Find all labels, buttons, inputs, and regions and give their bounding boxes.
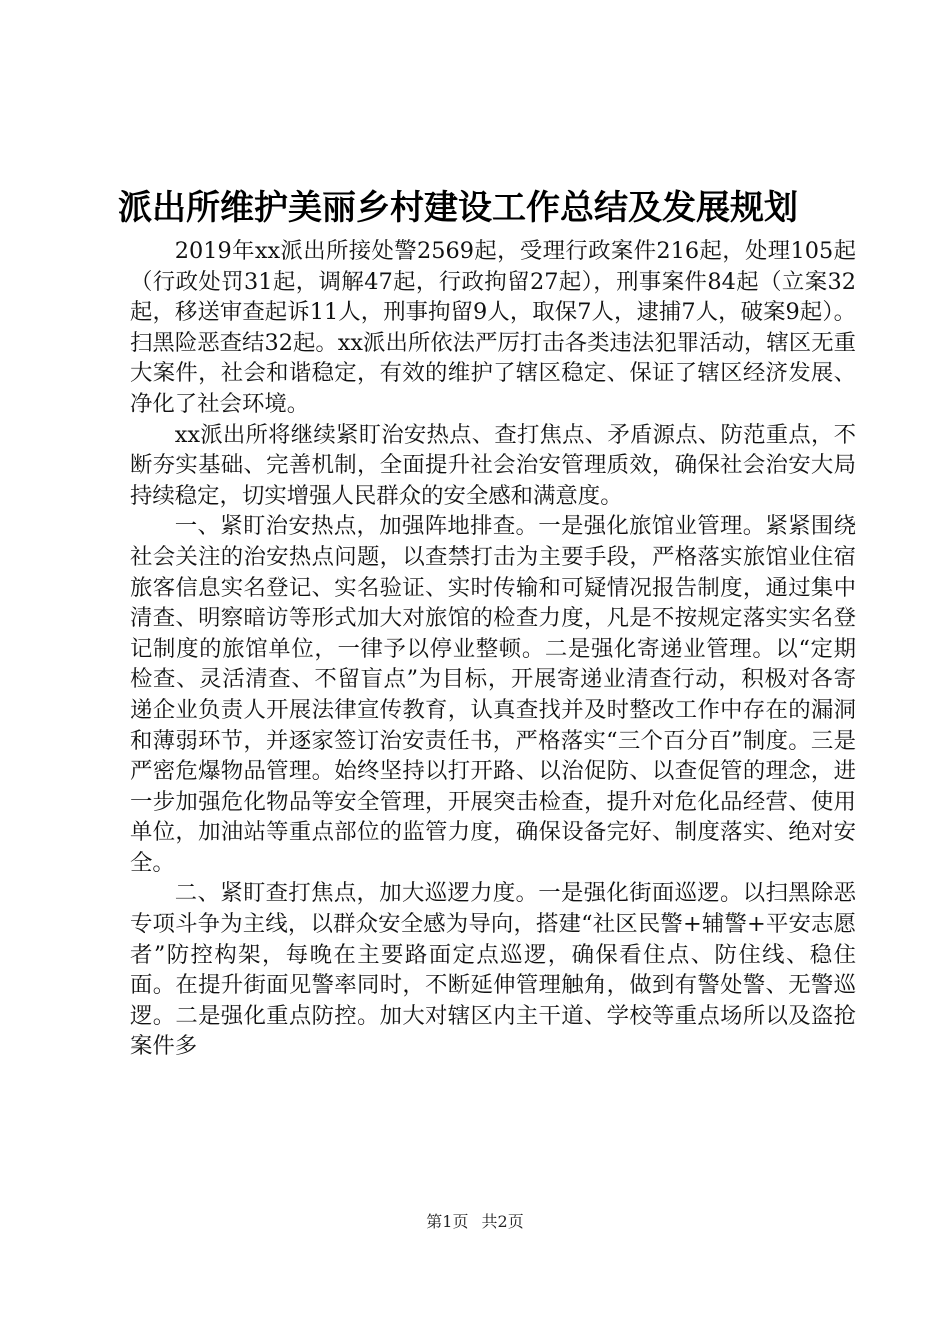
page-footer — [0, 1212, 950, 1232]
document-title: 派出所维护美丽乡村建设工作总结及发展规划 — [118, 188, 798, 228]
paragraph: 二、紧盯查打焦点，加大巡逻力度。一是强化街面巡逻。以扫黑除恶专项斗争为主线，以群众安全感为导向，搭建“社区民警+辅警+平安志愿者”防控构架，每晚在主要路面定点巡逻，确保看住点、防住线、稳住面。在提升街面见警率同时，不断延伸管理触角，做到有警处警、无警巡逻。二是强化重点防控。加大对辖区内主干道、学校等重点场所以及盗抢案件多 — [130, 880, 856, 1060]
paragraph: 2019年xx派出所接处警2569起，受理行政案件216起，处理105起（行政处罚31起，调解47起，行政拘留27起），刑事案件84起（立案32起，移送审查起诉11人，刑事拘留9人，取保7人，逮捕7人，破案9起）。扫黑险恶查结32起。xx派出所依法严厉打击各类违法犯罪活动，辖区无重大案件，社会和谐稳定，有效的维护了辖区稳定、保证了辖区经济发展、净化了社会环境。 — [130, 238, 856, 417]
paragraph: xx派出所将继续紧盯治安热点、查打焦点、矛盾源点、防范重点，不断夯实基础、完善机制，全面提升社会治安管理质效，确保社会治安大局持续稳定，切实增强人民群众的安全感和满意度。 — [130, 421, 856, 509]
page-total: 共2页 — [481, 1212, 524, 1231]
document-body — [130, 236, 856, 1062]
page-number: 第1页 — [426, 1212, 469, 1231]
paragraph: 一、紧盯治安热点，加强阵地排查。一是强化旅馆业管理。紧紧围绕社会关注的治安热点问题，以查禁打击为主要手段，严格落实旅馆业住宿旅客信息实名登记、实名验证、实时传输和可疑情况报告制度，通过集中清查、明察暗访等形式加大对旅馆的检查力度，凡是不按规定落实实名登记制度的旅馆单位，一律予以停业整顿。二是强化寄递业管理。以“定期检查、灵活清查、不留盲点”为目标，开展寄递业清查行动，积极对各寄递企业负责人开展法律宣传教育，认真查找并及时整改工作中存在的漏洞和薄弱环节，并逐家签订治安责任书，严格落实“三个百分百”制度。三是严密危爆物品管理。始终坚持以打开路、以治促防、以查促管的理念，进一步加强危化物品等安全管理，开展突击检查，提升对危化品经营、使用单位，加油站等重点部位的监管力度，确保设备完好、制度落实、绝对安全。 — [130, 513, 856, 876]
